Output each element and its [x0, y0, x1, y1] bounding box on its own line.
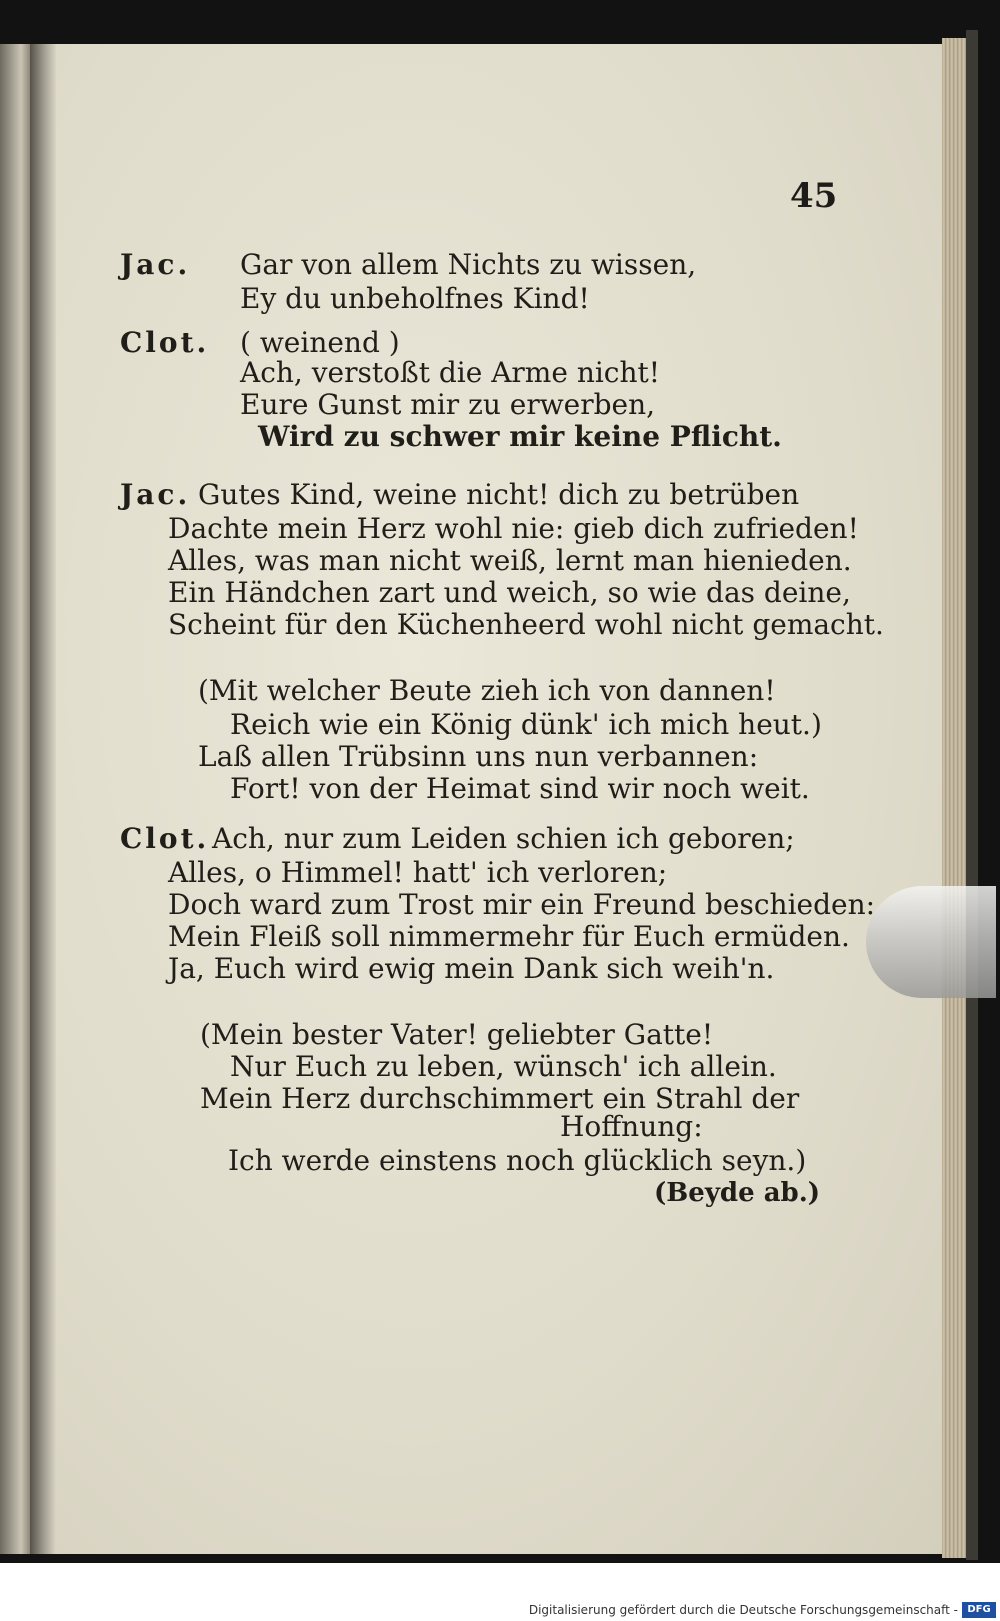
- verse-line: Eure Gunst mir zu erwerben,: [240, 388, 656, 421]
- verse-line: Dachte mein Herz wohl nie: gieb dich zufrieden!: [168, 512, 859, 545]
- verse-line: Hoffnung:: [560, 1110, 703, 1143]
- speaker-label: Jac.: [120, 248, 191, 281]
- verse-line: Ich werde einstens noch glücklich seyn.): [228, 1144, 807, 1177]
- page-clip: [866, 886, 996, 998]
- verse-line: Gar von allem Nichts zu wissen,: [240, 248, 697, 281]
- book-gutter: [30, 44, 56, 1554]
- speaker-label: Jac.: [120, 478, 191, 511]
- footer-bar: [0, 1563, 1000, 1621]
- stage-direction: (Beyde ab.): [654, 1178, 821, 1208]
- speaker-label: Clot.: [120, 822, 210, 855]
- verse-line: Ach, nur zum Leiden schien ich geboren;: [212, 822, 795, 855]
- page-number: 45: [790, 176, 838, 216]
- verse-line: Reich wie ein König dünk' ich mich heut.): [230, 708, 822, 741]
- verse-line: Fort! von der Heimat sind wir noch weit.: [230, 772, 810, 805]
- funding-credit: Digitalisierung gefördert durch die Deutsche Forschungsgemeinschaft -: [528, 1603, 958, 1617]
- verse-line: Mein Herz durchschimmert ein Strahl der: [200, 1082, 800, 1115]
- verse-line: Ein Händchen zart und weich, so wie das deine,: [168, 576, 851, 609]
- verse-line: Scheint für den Küchenheerd wohl nicht gemacht.: [168, 608, 884, 641]
- verse-line: Wird zu schwer mir keine Pflicht.: [258, 420, 782, 453]
- verse-line: (Mein bester Vater! geliebter Gatte!: [200, 1018, 714, 1051]
- speaker-label: Clot.: [120, 326, 210, 359]
- stage-direction: ( weinend ): [240, 326, 400, 359]
- facing-page-edge: [0, 44, 30, 1554]
- verse-line: Alles, o Himmel! hatt' ich verloren;: [168, 856, 668, 889]
- verse-line: Nur Euch zu leben, wünsch' ich allein.: [230, 1050, 777, 1083]
- verse-line: Laß allen Trübsinn uns nun verbannen:: [198, 740, 759, 773]
- book-cover-edge: [966, 30, 978, 1560]
- dfg-logo: DFG: [962, 1602, 996, 1618]
- verse-line: Ey du unbeholfnes Kind!: [240, 282, 590, 315]
- verse-line: Mein Fleiß soll nimmermehr für Euch ermüden.: [168, 920, 850, 953]
- verse-line: Ach, verstoßt die Arme nicht!: [240, 356, 661, 389]
- verse-line: Ja, Euch wird ewig mein Dank sich weih'n.: [168, 952, 775, 985]
- verse-line: Doch ward zum Trost mir ein Freund beschieden:: [168, 888, 876, 921]
- verse-line: Gutes Kind, weine nicht! dich zu betrüben: [198, 478, 800, 511]
- verse-line: (Mit welcher Beute zieh ich von dannen!: [198, 674, 776, 707]
- verse-line: Alles, was man nicht weiß, lernt man hienieden.: [168, 544, 852, 577]
